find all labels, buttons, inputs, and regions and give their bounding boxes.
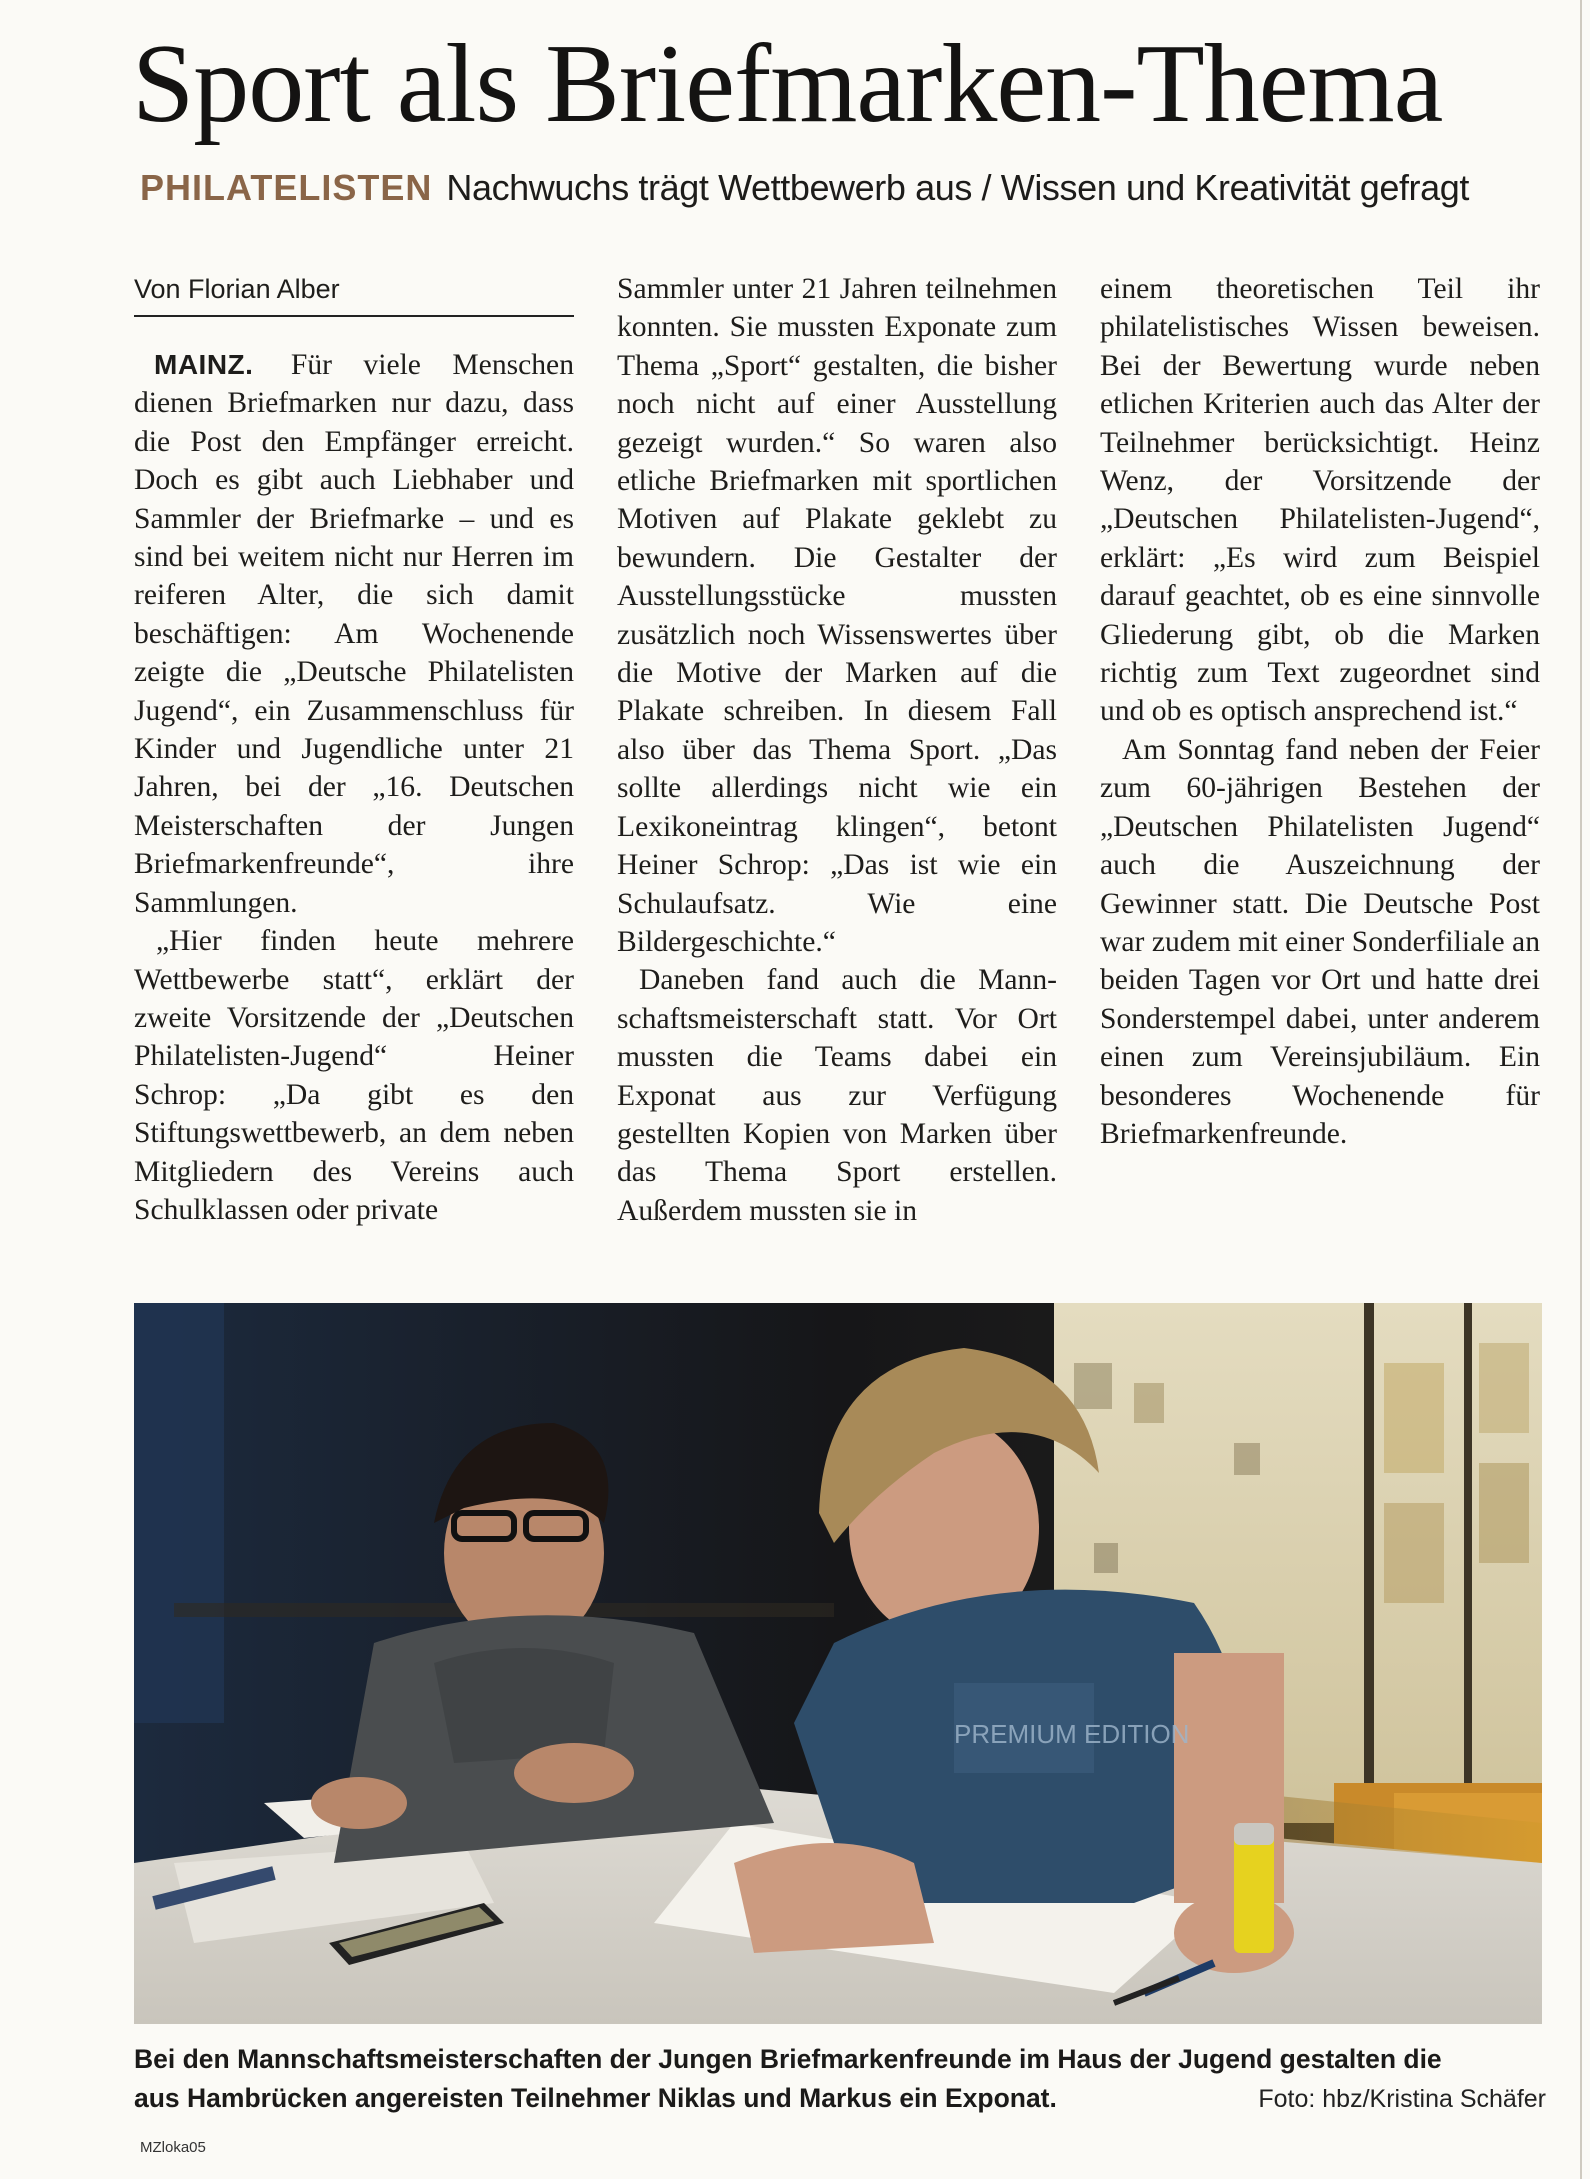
article-photo bbox=[134, 1303, 1542, 2024]
dateline: MAINZ. bbox=[154, 349, 254, 380]
page-folio: MZloka05 bbox=[140, 2139, 206, 2156]
photo-credit: Foto: hbz/Kristina Schäfer bbox=[1258, 2085, 1546, 2113]
caption-line-2: aus Hambrücken angereisten Teilnehmer Niklas und Markus ein Exponat. bbox=[134, 2083, 1057, 2113]
deck: Nachwuchs trägt Wettbewerb aus / Wissen und Kreativität gefragt bbox=[446, 167, 1469, 208]
article-column-3 bbox=[1100, 270, 1540, 1153]
caption-line-1: Bei den Mannschaftsmeisterschaften der Jungen Briefmarkenfreunde im Haus der Jugend gestalten die bbox=[134, 2044, 1442, 2074]
paragraph-text: Für viele Menschen dienen Briefmarken nur dazu, dass die Post den Empfänger erreicht. Doch es gibt auch Liebhaber und Sammler der Briefmarke – und es sind bei weitem nicht nur Herren im reiferen Alter, die sich damit beschäftigen: Am Wochenende zeigte die „Deutsche Philatelisten Jugend“, ein Zusammenschluss für Kinder und Jugendliche unter 21 Jahren, bei der „16. Deutschen Meisterschaften der Jungen Briefmarkenfreunde“, ihre Sammlungen. bbox=[134, 349, 574, 919]
paragraph: „Hier finden heute mehrere Wettbewerbe statt“, erklärt der zweite Vorsitzende der „Deutschen Philatelisten-Jugend“ Heiner Schrop: „Da gibt es den Stiftungswettbewerb, an dem neben Mitgliedern des Vereins auch Schulklassen oder private bbox=[134, 925, 574, 1226]
article-column-1 bbox=[134, 346, 574, 1229]
paragraph: Daneben fand auch die Mannschaftsmeisterschaft statt. Vor Ort mussten die Teams dabei ein Exponat aus zur Verfügung gestellten Kopien von Marken über das Thema Sport erstellen. Außerdem mussten sie in bbox=[617, 964, 1057, 1227]
byline: Von Florian Alber bbox=[134, 272, 574, 317]
kicker: PHILATELISTEN bbox=[140, 167, 433, 208]
article-column-2 bbox=[617, 270, 1057, 1230]
photo-illustration bbox=[134, 1303, 1542, 2024]
subheadline bbox=[140, 164, 1540, 212]
paragraph: Am Sonntag fand neben der Feier zum 60-jährigen Bestehen der „Deutschen Philatelisten Jugend“ auch die Auszeichnung der Gewinner statt. Die Deutsche Post war zudem mit einer Sonderfiliale an beiden Tagen vor Ort und hatte drei Sonderstempel dabei, unter anderem einen zum Vereinsjubiläum. Ein besonderes Wochenende für Briefmarkenfreunde. bbox=[1100, 733, 1540, 1150]
headline: Sport als Briefmarken-Thema bbox=[132, 22, 1443, 146]
paragraph: Sammler unter 21 Jahren teilnehmen konnten. Sie mussten Exponate zum Thema „Sport“ gestalten, die bisher noch nicht auf einer Ausstellung gezeigt wurden.“ So waren also etliche Briefmarken mit sportlichen Motiven auf Plakate geklebt zu bewundern. Die Gestalter der Ausstellungsstücke mussten zusätzlich noch Wissenswertes über die Motive der Marken auf die Plakate schreiben. In diesem Fall also über das Thema Sport. „Das sollte allerdings nicht wie ein Lexikoneintrag klingen“, betont Heiner Schrop: „Das ist wie ein Schulaufsatz. Wie eine Bildergeschichte.“ bbox=[617, 273, 1057, 958]
paragraph: einem theoretischen Teil ihr philatelistisches Wissen beweisen. Bei der Bewertung wurde neben etlichen Kriterien auch das Alter der Teilnehmer berücksichtigt. Heinz Wenz, der Vorsitzende der „Deutschen Philatelisten-Jugend“, erklärt: „Es wird zum Beispiel darauf geachtet, ob es eine sinnvolle Gliederung gibt, ob die Marken richtig zum Text zugeordnet sind und ob es optisch ansprechend ist.“ bbox=[1100, 273, 1540, 728]
scan-edge-line bbox=[1580, 0, 1582, 2179]
shirt-print-text: PREMIUM EDITION bbox=[954, 1719, 1190, 1749]
paragraph bbox=[134, 346, 574, 922]
